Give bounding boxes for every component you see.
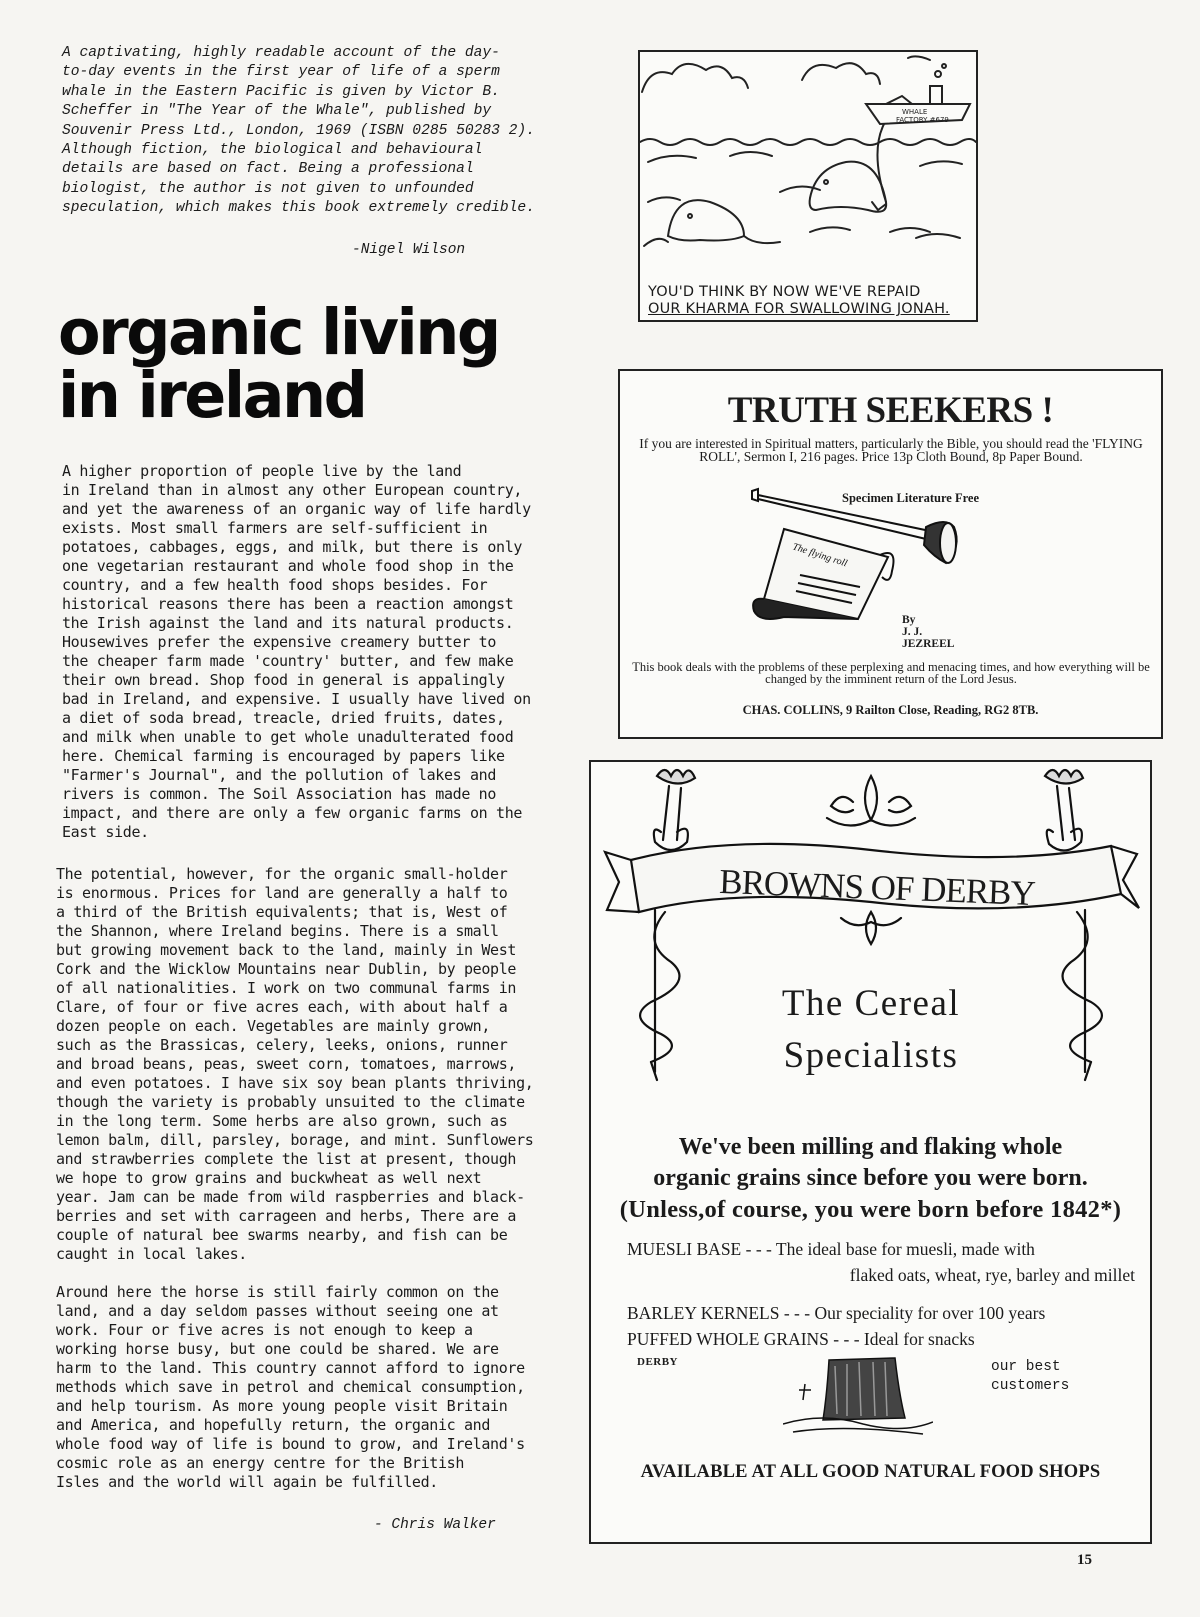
article-author: - Chris Walker [374,1517,496,1533]
cloud-mid [802,63,880,84]
scroll-label: The flying roll [791,541,849,570]
whale-left [668,200,744,240]
ad-headline-line-1: We've been milling and flaking whole [678,1134,1063,1160]
ship-label-2: FACTORY #679 [896,116,949,124]
article-paragraph-2: The potential, however, for the organic small-holder is enormous. Prices for land are generally a half to a third of the British equivalents; that is, West of the Shannon, where Ireland begins. There is a small but growing movement back to the land, mainly in West Cork and the Wicklow Mountains near Dublin, by people of all nationalities. I work on two communal farms in Clare, of four or five acres each, with about half a dozen people on each. Vegetables are mainly grown, such as the Brassicas, celery, leeks, onions, runner and broad beans, peas, sweet corn, tomatoes, marrows, and even potatoes. I have six soy bean plants thriving, though the variety is probably unsuited to the climate in the long term. Some herbs are also grown, such as lemon balm, dill, parsley, borage, and mint. Sunflowers and strawberries complete the list at present, though we hope to grow grains and buckwheat as well next year. Jam can be made from wild raspberries and black- berries and set with carrageen and herbs, There are a couple of natural bee swarms nearby, and fish can be caught in local lakes. [56,865,534,1263]
stump-right-line-2: customers [991,1378,1070,1394]
trumpet-icon [752,489,930,531]
tagline-line-1: The Cereal [781,983,961,1024]
product-muesli-desc-2: flaked oats, wheat, rye, barley and millet [849,1265,1135,1285]
truth-ad-title: TRUTH SEEKERS ! [727,390,1054,431]
truth-ad-bottom-text: This book deals with the problems of these perplexing and menacing times, and how everything will be changed by the imminent return of the Lord Jesus. [632,660,1150,686]
tree-stump-illustration [783,1354,933,1438]
right-torch-icon [1045,770,1083,784]
book-review: A captivating, highly readable account of the day- to-day events in the first year of life of a sperm whale in the Eastern Pacific is given by Victor B. Scheffer in "The Year of the Whale", published by Souvenir Press Ltd., London, 1969 (ISBN 0285 50283 2). Although fiction, the biological and behavioural details are based on fact. Being a professional biologist, the author is not given to unfounded speculation, which makes this book extremely credible. [62,45,535,217]
cartoon-drawing [640,52,976,320]
by-line-2: J. J. [902,626,923,638]
ship-label-1: WHALE [902,108,928,116]
browns-of-derby-ad [589,760,1152,1544]
right-ribbon [1063,912,1102,1062]
tagline [711,978,1031,1082]
whale-cartoon [638,50,978,322]
article-paragraph-1: A higher proportion of people live by the land in Ireland than in almost any other European country, and yet the awareness of an organic way of life hardly exists. Most small farmers are self-sufficient in potatoes, cabbages, eggs, and milk, but there is only one vegetarian restaurant and whole food shop in the country, and a few health food shops besides. For historical reasons there has been a reaction amongst the Irish against the land and its natural products. Housewives prefer the expensive creamery butter to the cheaper farm made 'country' butter, and few make their own bread. Shop food in general is appalingly bad in Ireland, and expensive. I usually have lived on a diet of soda bread, treacle, dried fruits, dates, and milk when unable to get whole unadulterated food here. Chemical farming is encouraged by papers like "Farmer's Journal", and the pollution of lakes and rivers is common. The Soil Association has made no impact, and there are only a few organic farms on the East side. [62,462,531,841]
product-muesli [627,1236,1137,1288]
article-headline [58,294,618,433]
ad-headline-line-2: organic grains since before you were born. [653,1165,1088,1191]
truth-ad-author [902,614,954,650]
product-barley-name: BARLEY KERNELS [627,1303,780,1323]
product-muesli-name: MUESLI BASE [627,1239,742,1259]
truth-ad-free-line: Specimen Literature Free [842,491,979,505]
cloud-right [908,56,930,60]
fleur-de-lis-bottom-icon [841,912,901,944]
left-ribbon [640,912,679,1062]
ad-headline-line-3: (Unless,of course, you were born before 1842*) [619,1196,1122,1223]
availability-line: AVAILABLE AT ALL GOOD NATURAL FOOD SHOPS [640,1462,1101,1482]
truth-ad-address: CHAS. COLLINS, 9 Railton Close, Reading, RG2 8TB. [742,703,1039,717]
truth-ad-description: If you are interested in Spiritual matters, particularly the Bible, you should read the 'FLYING ROLL', Sermon I, 216 pages. Price 13p Cloth Bound, 8p Paper Bound. [639,436,1143,464]
page-number: 15 [1077,1552,1092,1568]
truth-seekers-ad [618,369,1163,739]
product-barley [627,1300,1137,1326]
product-puffed-desc: - - - Ideal for snacks [833,1329,975,1349]
product-barley-desc: - - - Our speciality for over 100 years [783,1303,1046,1323]
ad-headline [591,1132,1150,1225]
stump-label-right [991,1358,1069,1396]
stump-label-left: DERBY [637,1356,679,1368]
review-author: -Nigel Wilson [352,242,466,258]
cartoon-caption [648,284,950,318]
left-torch-icon [657,770,695,784]
article-paragraph-3: Around here the horse is still fairly common on the land, and a day seldom passes without seeing one at work. Four or five acres is not enough to keep a working horse busy, but one could be shared. We are harm to the land. This country cannot afford to ignore methods which save in petrol and chemical consumption, and help tourism. As more young people visit Britain and America, and hopefully return, the organic and whole food way of life is bound to grow, and Ireland's cosmic role as an energy centre for the British Isles and the world will again be fulfilled. [56,1283,525,1491]
by-line-1: By [902,614,916,626]
product-puffed-name: PUFFED WHOLE GRAINS [627,1329,829,1349]
headline-line-1: organic living [58,294,499,370]
headline-line-2: in ireland [58,357,366,433]
by-line-3: JEZREEL [902,638,955,650]
brand-name: BROWNS OF DERBY [718,861,1036,914]
product-list [627,1236,1137,1352]
fleur-de-lis-top-icon [827,776,915,826]
cloud-left [642,64,748,92]
stump-right-line-1: our best [991,1359,1061,1375]
trumpet-scroll-illustration [740,487,980,627]
caption-line-1: YOU'D THINK BY NOW WE'VE REPAID [648,284,921,300]
caption-line-2: OUR KHARMA FOR SWALLOWING JONAH. [648,301,950,317]
tagline-line-2: Specialists [783,1035,959,1076]
product-puffed [627,1326,1137,1352]
waves-top [640,139,976,145]
harpoon-line [877,124,886,202]
product-muesli-desc: - - - The ideal base for muesli, made with [745,1239,1035,1259]
